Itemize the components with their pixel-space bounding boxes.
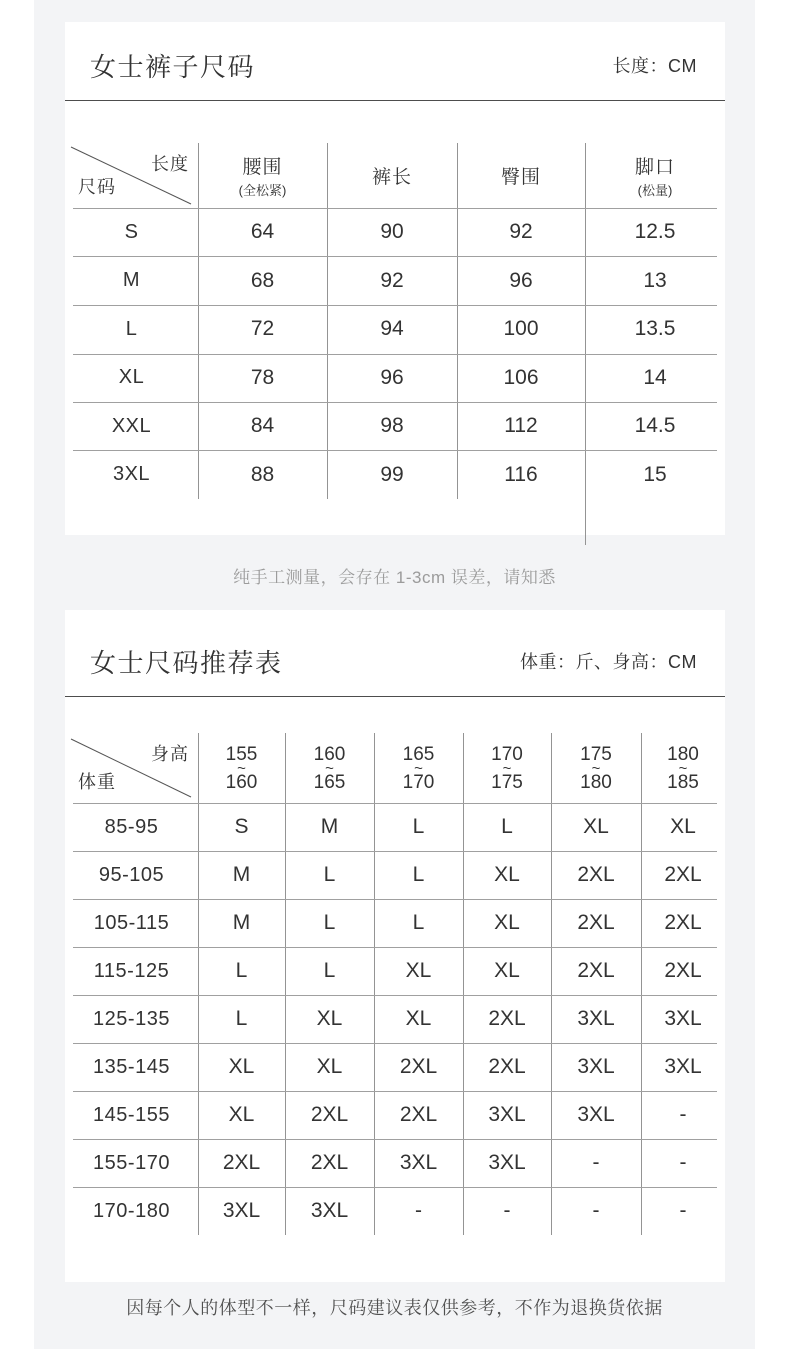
tilde: ~ [414,759,423,777]
table-cell: 3XL [310,1199,349,1222]
table-cell: 3XL [488,1151,526,1174]
table-cell: 88 [250,462,275,486]
pants-card-unit-note: 长度：CM [612,56,697,76]
table-horizontal-line [73,402,717,403]
table-cell: 3XL [577,1103,615,1126]
table-horizontal-line [73,851,717,852]
table-cell: L [323,863,336,886]
weight-label: 85-95 [104,815,159,838]
table-horizontal-line [73,354,717,355]
table-cell: - [415,1199,422,1222]
table-cell: - [503,1199,511,1222]
table-cell: 98 [380,414,404,438]
table-cell: 96 [380,365,404,389]
table-cell: XL [405,1007,432,1030]
recommend-card-title: 女士尺码推荐表 [90,647,283,678]
weight-label: 145-155 [93,1103,170,1126]
weight-label: 105-115 [93,911,170,934]
table-cell: 2XL [310,1151,349,1174]
table-cell: M [232,863,251,886]
table-cell: 2XL [664,959,702,982]
table-horizontal-line [73,947,717,948]
table-cell: 2XL [399,1055,438,1078]
table-cell: L [235,959,248,982]
table-cell: 2XL [577,863,615,886]
table-cell: 3XL [664,1055,702,1078]
table-cell: 3XL [222,1199,261,1222]
table-cell: 2XL [222,1151,261,1174]
recommend-card-header [90,632,697,690]
table-cell: XL [316,1007,343,1030]
table-vertical-line [327,143,328,499]
table-cell: XL [316,1055,343,1078]
table-cell: 100 [503,317,539,341]
table-cell: L [323,911,336,934]
table-vertical-line [198,733,199,1235]
table-cell: L [235,1007,248,1030]
table-cell: S [234,815,249,838]
height-range-header: 175 ~ 180 [580,743,612,793]
table-cell: 116 [504,462,538,486]
table-horizontal-line [73,208,717,209]
table-cell: - [592,1151,600,1174]
size-recommend-table [65,733,725,1235]
recommend-card-unit-note: 体重：斤、身高：CM [520,652,697,672]
table-cell: 2XL [664,911,702,934]
table-cell: 94 [380,317,404,341]
table-cell: 13 [643,268,667,292]
table-cell: 106 [503,365,539,389]
table-cell: 92 [509,220,533,244]
table-cell: 64 [250,220,275,244]
table-vertical-line [198,143,199,499]
table-horizontal-line [73,305,717,306]
table-horizontal-line [73,995,717,996]
table-cell: 3XL [577,1055,615,1078]
height-range-header: 160 ~ 165 [313,743,346,793]
tilde: ~ [237,759,246,777]
corner-label-size: 尺码 [78,177,116,197]
weight-label: 170-180 [93,1199,170,1222]
table-vertical-line [463,733,464,1235]
table-cell: 2XL [664,863,702,886]
column-header-pants-length: 裤长 [371,167,412,188]
table-horizontal-line [73,1043,717,1044]
table-vertical-line [374,733,375,1235]
table-cell: XL [494,863,520,886]
table-horizontal-line [73,899,717,900]
table-cell: 2XL [577,911,615,934]
table-vertical-line-overflow [585,143,586,545]
table-cell: XL [670,815,696,838]
column-header-waist: 腰围 (全松紧) [238,157,287,198]
table-vertical-line [551,733,552,1235]
tilde: ~ [678,759,688,777]
recommend-card-title-divider [65,696,725,697]
table-cell: XL [228,1055,255,1078]
size-recommend-card [65,610,725,1282]
size-label: 3XL [112,463,151,486]
table-cell: XL [494,911,520,934]
table-cell: L [412,863,425,886]
table-cell: - [679,1151,687,1174]
pants-size-card [65,22,725,535]
size-label: M [122,269,141,292]
table-cell: XL [228,1103,255,1126]
pants-card-title: 女士裤子尺码 [90,51,256,82]
table-cell: 14.5 [634,414,676,438]
table-vertical-line [285,733,286,1235]
height-range-header: 180 ~ 185 [667,743,699,793]
content-band [34,0,755,1349]
table-cell: 2XL [488,1055,526,1078]
table-cell: 12.5 [634,220,676,244]
pants-card-header [90,36,697,94]
table-cell: 112 [504,414,538,438]
pants-size-table [65,143,725,499]
table-horizontal-line [73,1187,717,1188]
height-range-header: 155 ~ 160 [225,743,258,793]
table-cell: 13.5 [634,317,676,341]
table-cell: 15 [643,462,667,486]
table-cell: XL [494,959,520,982]
column-header-leg-opening: 脚口 (松量) [634,157,675,198]
table-cell: L [501,815,513,838]
tilde: ~ [502,759,512,777]
table-cell: 90 [380,220,404,244]
tilde: ~ [591,759,601,777]
table-cell: 68 [250,268,275,292]
table-cell: - [592,1199,600,1222]
corner-cell-length-size [65,143,198,208]
table-cell: M [320,815,339,838]
measurement-disclaimer: 纯手工测量，会存在 1-3cm 误差，请知悉 [233,568,556,587]
table-cell: L [323,959,336,982]
table-cell: - [679,1103,687,1126]
tilde: ~ [325,759,334,777]
weight-label: 95-105 [98,863,165,886]
table-cell: 2XL [310,1103,349,1126]
table-cell: XL [405,959,432,982]
table-cell: L [412,815,425,838]
pants-card-title-divider [65,100,725,101]
table-cell: 2XL [488,1007,526,1030]
corner-cell-height-weight [65,733,198,803]
table-cell: 99 [380,462,404,486]
table-cell: L [412,911,425,934]
table-cell: XL [583,815,609,838]
weight-label: 155-170 [93,1151,170,1174]
weight-label: 125-135 [93,1007,170,1030]
corner-label-weight: 体重 [78,772,116,792]
size-label: XXL [111,414,152,437]
table-horizontal-line [73,1139,717,1140]
table-cell: 3XL [399,1151,438,1174]
table-vertical-line [641,733,642,1235]
weight-label: 135-145 [93,1055,170,1078]
table-cell: 3XL [664,1007,702,1030]
table-cell: 84 [250,414,275,438]
size-label: L [125,317,138,340]
table-cell: 2XL [399,1103,438,1126]
size-label: S [124,220,139,243]
table-horizontal-line [73,803,717,804]
table-horizontal-line [73,450,717,451]
height-range-header: 170 ~ 175 [491,743,523,793]
table-cell: 72 [250,317,275,341]
table-horizontal-line [73,1091,717,1092]
table-cell: 2XL [577,959,615,982]
recommend-disclaimer: 因每个人的体型不一样，尺码建议表仅供参考，不作为退换货依据 [126,1298,663,1318]
weight-label: 115-125 [93,959,170,982]
table-cell: M [232,911,251,934]
table-cell: 92 [380,268,404,292]
table-cell: 78 [250,365,275,389]
table-cell: 14 [643,365,667,389]
column-header-hip: 臀围 [500,167,541,188]
height-range-header: 165 ~ 170 [402,743,435,793]
corner-label-height: 身高 [151,744,189,764]
table-cell: - [679,1199,687,1222]
table-cell: 3XL [488,1103,526,1126]
table-cell: 3XL [577,1007,615,1030]
table-cell: 96 [509,268,533,292]
size-label: XL [118,366,145,389]
corner-label-length: 长度 [151,154,189,174]
table-horizontal-line [73,256,717,257]
table-vertical-line [457,143,458,499]
